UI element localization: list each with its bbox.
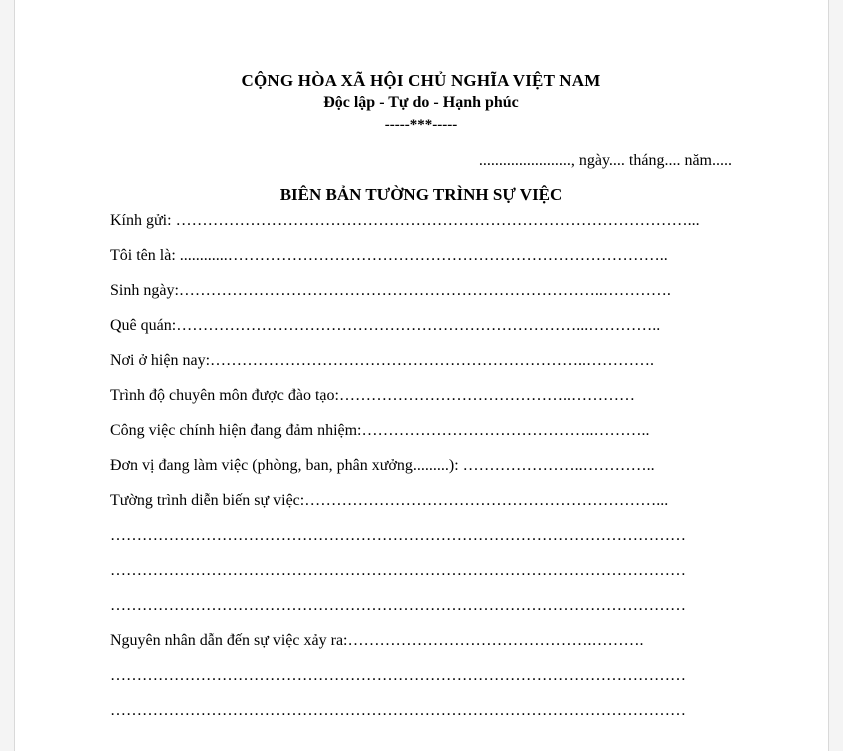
field-que-quan: Quê quán:…………………………………………………………………...………….. xyxy=(110,317,661,334)
blank-line: ……………………………………………………………………………………………… xyxy=(110,667,686,684)
date-line: ......................., ngày.... tháng.... năm..... xyxy=(478,152,732,169)
blank-line: ……………………………………………………………………………………………… xyxy=(110,702,686,719)
field-kinh-gui: Kính gửi: ……………………………………………………………………………………... xyxy=(110,212,700,229)
field-don-vi: Đơn vị đang làm việc (phòng, ban, phân xưởng.........): …………………..………….. xyxy=(110,457,655,474)
field-ho-ten: Tôi tên là: ............……………………………………………………………………….. xyxy=(110,247,668,264)
national-title: CỘNG HÒA XÃ HỘI CHỦ NGHĨA VIỆT NAM xyxy=(241,71,601,90)
field-nguyen-nhan: Nguyên nhân dẫn đến sự việc xảy ra:……………………………………….………. xyxy=(110,632,644,649)
field-noi-o: Nơi ở hiện nay:……………………………………………………………..…………. xyxy=(110,352,655,369)
field-cong-viec: Công việc chính hiện đang đảm nhiệm:……………………………………..……….. xyxy=(110,422,650,439)
document-title: BIÊN BẢN TƯỜNG TRÌNH SỰ VIỆC xyxy=(279,185,563,204)
national-motto: Độc lập - Tự do - Hạnh phúc xyxy=(323,94,519,111)
field-tuong-trinh: Tường trình diễn biến sự việc:…………………………………………………………... xyxy=(110,492,669,509)
document-page xyxy=(14,0,829,751)
blank-line: ……………………………………………………………………………………………… xyxy=(110,597,686,614)
header-separator: -----***----- xyxy=(384,117,458,133)
blank-line: ……………………………………………………………………………………………… xyxy=(110,527,686,544)
field-trinh-do: Trình độ chuyên môn được đào tạo:……………………………………..………… xyxy=(110,387,635,404)
field-sinh-ngay: Sinh ngày:……………………………………………………………………..…………. xyxy=(110,282,671,299)
blank-line: ……………………………………………………………………………………………… xyxy=(110,562,686,579)
document-body xyxy=(110,70,732,735)
